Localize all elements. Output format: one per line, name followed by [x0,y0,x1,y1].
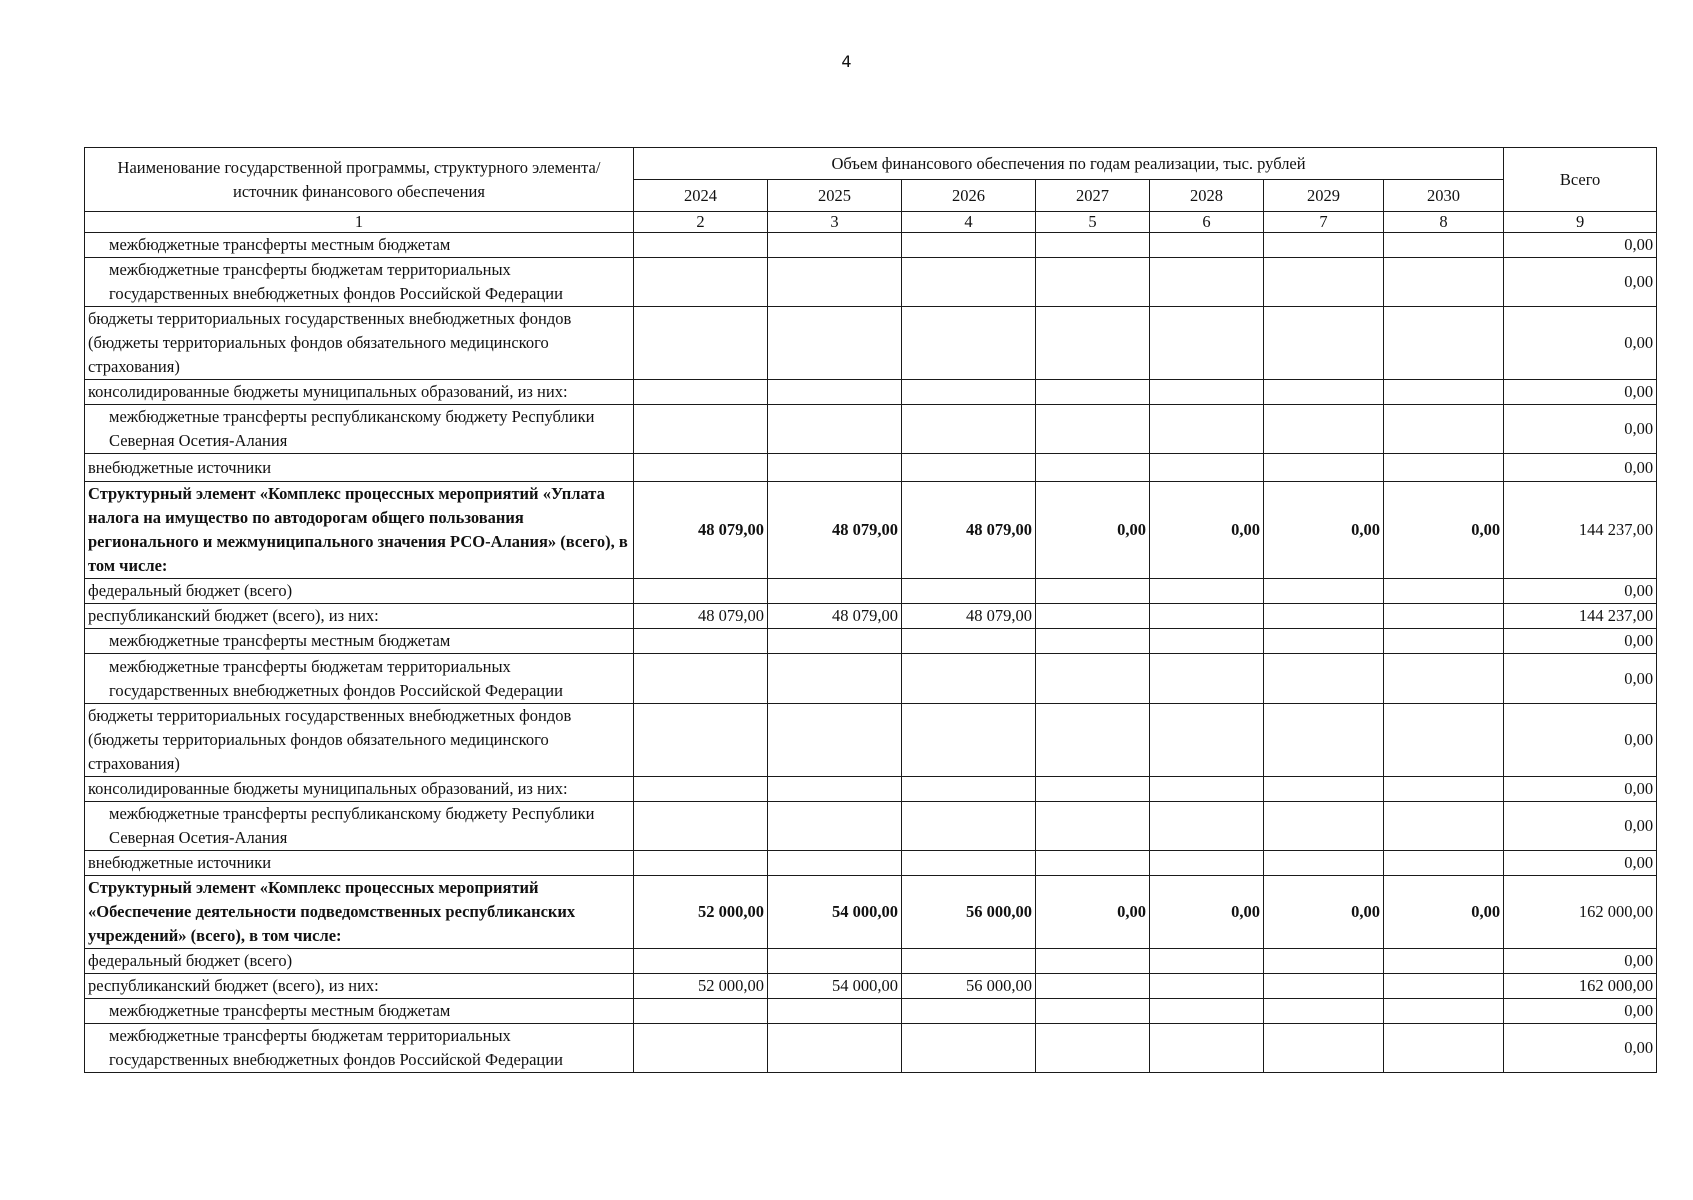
table-row [85,629,1657,654]
year-value-cell [634,704,768,777]
year-value-cell [902,405,1036,454]
row-name-cell: межбюджетные трансферты бюджетам территориальных государственных внебюджетных фондов Российской Федерации [85,654,634,704]
row-total-cell: 162 000,00 [1504,974,1657,999]
year-value-cell: 54 000,00 [768,974,902,999]
year-value-cell [768,233,902,258]
row-total-cell: 162 000,00 [1504,876,1657,949]
year-value-cell [1150,604,1264,629]
year-value-cell [1150,258,1264,307]
year-value-cell [1264,777,1384,802]
year-value-cell [1264,579,1384,604]
year-value-cell [1384,704,1504,777]
year-value-cell [902,380,1036,405]
year-value-cell: 48 079,00 [768,604,902,629]
table-row [85,974,1657,999]
year-value-cell [634,949,768,974]
year-value-cell [1384,974,1504,999]
year-value-cell: 48 079,00 [902,482,1036,579]
row-total-cell: 0,00 [1504,258,1657,307]
row-name-cell: республиканский бюджет (всего), из них: [85,974,634,999]
year-value-cell [1150,579,1264,604]
year-value-cell [1150,405,1264,454]
row-total-cell: 0,00 [1504,307,1657,380]
year-value-cell [1150,974,1264,999]
year-value-cell: 0,00 [1036,482,1150,579]
row-name-cell: федеральный бюджет (всего) [85,579,634,604]
table-row [85,604,1657,629]
row-name-cell: внебюджетные источники [85,454,634,482]
year-value-cell [768,579,902,604]
year-value-cell [1264,974,1384,999]
year-value-cell [1036,604,1150,629]
table-row [85,949,1657,974]
page-number: 4 [841,52,852,71]
table-row [85,999,1657,1024]
year-value-cell: 0,00 [1384,482,1504,579]
year-value-cell: 56 000,00 [902,974,1036,999]
row-name-cell: межбюджетные трансферты республиканскому бюджету Республики Северная Осетия-Алания [85,405,634,454]
header-year: 2028 [1150,180,1264,212]
year-value-cell [902,233,1036,258]
year-value-cell [1036,999,1150,1024]
year-value-cell [902,629,1036,654]
column-number: 8 [1384,212,1504,233]
year-value-cell [634,999,768,1024]
year-value-cell [902,1024,1036,1073]
year-value-cell [634,777,768,802]
header-year: 2026 [902,180,1036,212]
year-value-cell [1150,454,1264,482]
year-value-cell [768,380,902,405]
year-value-cell [1036,851,1150,876]
year-value-cell [1150,802,1264,851]
table-row [85,258,1657,307]
year-value-cell [1150,851,1264,876]
year-value-cell [768,999,902,1024]
year-value-cell [902,777,1036,802]
year-value-cell [634,654,768,704]
row-total-cell: 0,00 [1504,777,1657,802]
year-value-cell [1036,974,1150,999]
year-value-cell [768,949,902,974]
year-value-cell [768,454,902,482]
row-total-cell: 0,00 [1504,1024,1657,1073]
year-value-cell: 48 079,00 [768,482,902,579]
row-name-cell: бюджеты территориальных государственных внебюджетных фондов (бюджеты территориальных фондов обязательного медицинского страхования) [85,704,634,777]
table-row [85,307,1657,380]
year-value-cell [634,258,768,307]
column-number: 3 [768,212,902,233]
year-value-cell: 54 000,00 [768,876,902,949]
year-value-cell [1150,233,1264,258]
year-value-cell [768,258,902,307]
year-value-cell [634,1024,768,1073]
row-name-cell: межбюджетные трансферты местным бюджетам [85,999,634,1024]
year-value-cell [1384,405,1504,454]
year-value-cell [634,307,768,380]
year-value-cell [902,258,1036,307]
year-value-cell [1150,654,1264,704]
table-row [85,482,1657,579]
header-year: 2024 [634,180,768,212]
row-total-cell: 144 237,00 [1504,604,1657,629]
row-name-cell: федеральный бюджет (всего) [85,949,634,974]
year-value-cell [634,380,768,405]
row-total-cell: 0,00 [1504,405,1657,454]
year-value-cell [902,851,1036,876]
year-value-cell [1264,380,1384,405]
year-value-cell [1036,405,1150,454]
row-name-cell: межбюджетные трансферты бюджетам территориальных государственных внебюджетных фондов Российской Федерации [85,1024,634,1073]
row-name-cell: консолидированные бюджеты муниципальных образований, из них: [85,777,634,802]
year-value-cell: 52 000,00 [634,876,768,949]
year-value-cell: 48 079,00 [634,482,768,579]
year-value-cell [634,405,768,454]
year-value-cell [1264,802,1384,851]
year-value-cell [1384,802,1504,851]
year-value-cell [1264,405,1384,454]
year-value-cell [902,454,1036,482]
table-row [85,1024,1657,1073]
year-value-cell [1264,258,1384,307]
year-value-cell [1036,579,1150,604]
row-total-cell: 0,00 [1504,629,1657,654]
table-row [85,802,1657,851]
financing-table [84,147,1657,1073]
table-row [85,777,1657,802]
year-value-cell: 0,00 [1036,876,1150,949]
row-total-cell: 0,00 [1504,380,1657,405]
header-year: 2029 [1264,180,1384,212]
year-value-cell [1036,1024,1150,1073]
year-value-cell [1384,380,1504,405]
row-name-cell: республиканский бюджет (всего), из них: [85,604,634,629]
year-value-cell [1150,777,1264,802]
year-value-cell [1384,999,1504,1024]
year-value-cell [1264,654,1384,704]
year-value-cell [634,233,768,258]
year-value-cell: 52 000,00 [634,974,768,999]
year-value-cell [1036,258,1150,307]
header-year: 2027 [1036,180,1150,212]
year-value-cell [1384,851,1504,876]
row-name-cell: межбюджетные трансферты бюджетам территориальных государственных внебюджетных фондов Российской Федерации [85,258,634,307]
year-value-cell [902,654,1036,704]
year-value-cell [768,654,902,704]
year-value-cell [1150,380,1264,405]
year-value-cell: 48 079,00 [902,604,1036,629]
table-row [85,704,1657,777]
year-value-cell: 48 079,00 [634,604,768,629]
table-row [85,233,1657,258]
column-number: 4 [902,212,1036,233]
row-total-cell: 0,00 [1504,949,1657,974]
year-value-cell [1264,454,1384,482]
row-name-cell: консолидированные бюджеты муниципальных образований, из них: [85,380,634,405]
table-row [85,454,1657,482]
table-row [85,405,1657,454]
row-name-cell: бюджеты территориальных государственных внебюджетных фондов (бюджеты территориальных фондов обязательного медицинского страхования) [85,307,634,380]
year-value-cell [1384,629,1504,654]
column-number: 6 [1150,212,1264,233]
table-row [85,380,1657,405]
year-value-cell [1264,704,1384,777]
year-value-cell: 56 000,00 [902,876,1036,949]
year-value-cell [768,802,902,851]
column-number: 2 [634,212,768,233]
year-value-cell [1264,949,1384,974]
year-value-cell [1384,454,1504,482]
year-value-cell [1150,307,1264,380]
column-number: 1 [85,212,634,233]
header-total-column: Всего [1504,148,1657,212]
row-total-cell: 0,00 [1504,704,1657,777]
header-volume-column: Объем финансового обеспечения по годам реализации, тыс. рублей [634,148,1504,180]
year-value-cell [902,307,1036,380]
year-value-cell [634,802,768,851]
row-name-cell: Структурный элемент «Комплекс процессных мероприятий «Уплата налога на имущество по автодорогам общего пользования регионального и межмуниципального значения РСО-Алания» (всего), в том числе: [85,482,634,579]
row-total-cell: 0,00 [1504,579,1657,604]
year-value-cell [768,704,902,777]
table-row [85,654,1657,704]
column-number: 9 [1504,212,1657,233]
row-total-cell: 0,00 [1504,654,1657,704]
year-value-cell [902,999,1036,1024]
year-value-cell [902,802,1036,851]
row-total-cell: 0,00 [1504,851,1657,876]
year-value-cell [1036,307,1150,380]
year-value-cell [1264,851,1384,876]
table-row [85,851,1657,876]
year-value-cell [1384,1024,1504,1073]
year-value-cell [768,851,902,876]
year-value-cell [1036,454,1150,482]
year-value-cell: 0,00 [1264,876,1384,949]
year-value-cell [1150,999,1264,1024]
header-year: 2030 [1384,180,1504,212]
year-value-cell [1384,307,1504,380]
year-value-cell [902,579,1036,604]
year-value-cell [1384,579,1504,604]
year-value-cell [634,454,768,482]
row-name-cell: межбюджетные трансферты местным бюджетам [85,233,634,258]
row-name-cell: Структурный элемент «Комплекс процессных мероприятий «Обеспечение деятельности подведомственных республиканских учреждений» (всего), в том числе: [85,876,634,949]
year-value-cell [1384,654,1504,704]
year-value-cell [1264,1024,1384,1073]
year-value-cell [1264,999,1384,1024]
year-value-cell [1150,629,1264,654]
table-body [85,233,1657,1073]
year-value-cell [1264,233,1384,258]
year-value-cell [1036,233,1150,258]
year-value-cell [902,949,1036,974]
year-value-cell [1036,802,1150,851]
year-value-cell: 0,00 [1384,876,1504,949]
year-value-cell [1264,629,1384,654]
year-value-cell [1150,704,1264,777]
row-name-cell: межбюджетные трансферты республиканскому бюджету Республики Северная Осетия-Алания [85,802,634,851]
column-number: 5 [1036,212,1150,233]
header-name-column: Наименование государственной программы, структурного элемента/источник финансового обеспечения [85,148,634,212]
year-value-cell: 0,00 [1150,876,1264,949]
year-value-cell [634,629,768,654]
year-value-cell: 0,00 [1150,482,1264,579]
year-value-cell [1384,949,1504,974]
year-value-cell [1384,777,1504,802]
year-value-cell [902,704,1036,777]
year-value-cell [768,1024,902,1073]
year-value-cell [1150,1024,1264,1073]
table-row [85,876,1657,949]
table-row [85,579,1657,604]
year-value-cell [1384,604,1504,629]
year-value-cell [1264,604,1384,629]
row-total-cell: 0,00 [1504,999,1657,1024]
year-value-cell [768,307,902,380]
year-value-cell: 0,00 [1264,482,1384,579]
year-value-cell [768,405,902,454]
year-value-cell [1036,629,1150,654]
year-value-cell [1384,233,1504,258]
row-name-cell: внебюджетные источники [85,851,634,876]
year-value-cell [1150,949,1264,974]
year-value-cell [768,629,902,654]
header-year: 2025 [768,180,902,212]
row-total-cell: 0,00 [1504,233,1657,258]
year-value-cell [1036,654,1150,704]
row-total-cell: 144 237,00 [1504,482,1657,579]
year-value-cell [1264,307,1384,380]
year-value-cell [634,579,768,604]
year-value-cell [768,777,902,802]
year-value-cell [1036,704,1150,777]
year-value-cell [1036,380,1150,405]
year-value-cell [1384,258,1504,307]
year-value-cell [1036,777,1150,802]
year-value-cell [1036,949,1150,974]
row-name-cell: межбюджетные трансферты местным бюджетам [85,629,634,654]
row-total-cell: 0,00 [1504,454,1657,482]
row-total-cell: 0,00 [1504,802,1657,851]
year-value-cell [634,851,768,876]
column-number: 7 [1264,212,1384,233]
